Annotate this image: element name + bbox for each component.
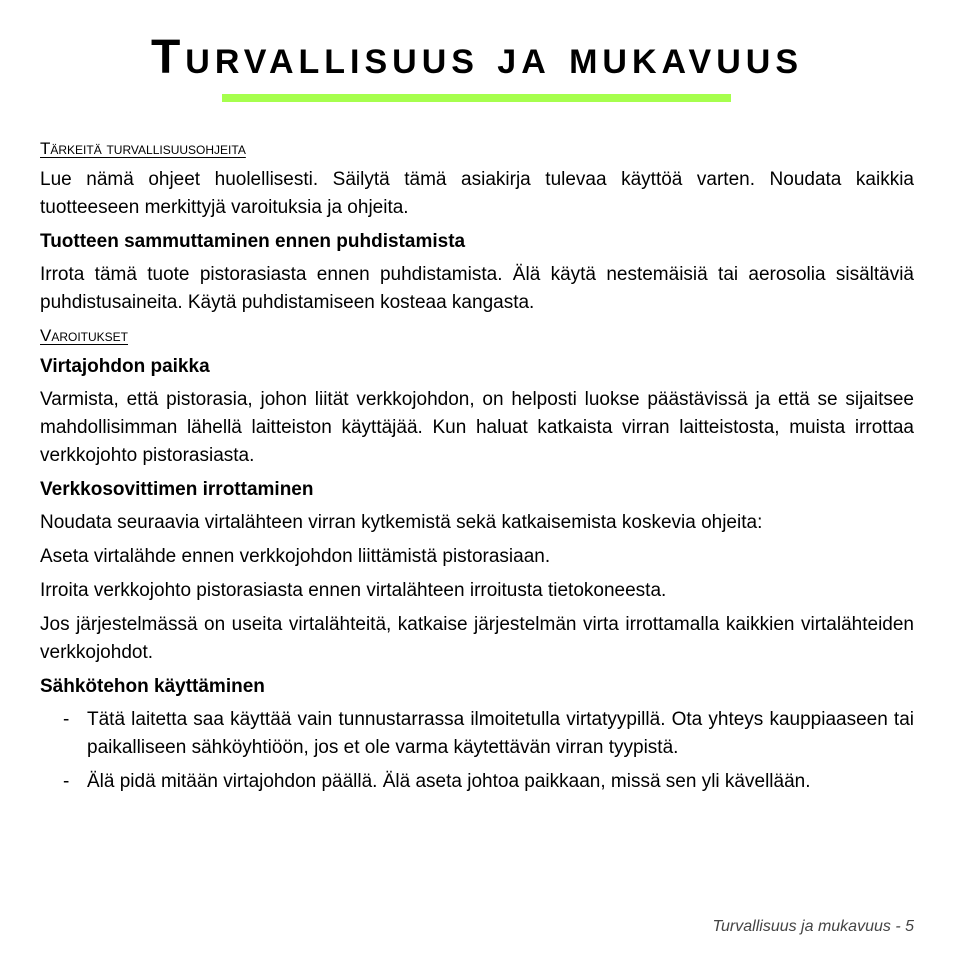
document-body — [40, 136, 914, 802]
paragraph-adapter-disconnect: Irroita verkkojohto pistorasiasta ennen virtalähteen irroitusta tietokoneesta. — [40, 580, 667, 601]
page-footer: Turvallisuus ja mukavuus - 5 — [712, 918, 914, 935]
paragraph-power-cord-location: Varmista, että pistorasia, johon liität verkkojohdon, on helposti luokse päästävissä ja että se sijaitsee mahdollisimman lähellä laitteiston käyttäjää. Kun haluat katkaista virran laitteistosta, muista irrottaa verkkojohto pistorasiasta. — [40, 389, 914, 466]
title-underline-bar — [222, 94, 731, 102]
list-bullet-dash: - — [63, 709, 70, 730]
paragraph-cleaning: Irrota tämä tuote pistorasiasta ennen puhdistamista. Älä käytä nestemäisiä tai aerosolia sisältäviä puhdistusaineita. Käytä puhdistamiseen kosteaa kangasta. — [40, 264, 914, 313]
list-item — [40, 768, 914, 796]
section-intro-safety: Lue nämä ohjeet huolellisesti. Säilytä tämä asiakirja tulevaa käyttöä varten. Noudata kaikkia tuotteeseen merkittyjä varoituksia ja ohjeita. — [40, 169, 914, 218]
subheading-power-usage: Sähkötehon käyttäminen — [40, 676, 265, 697]
paragraph-adapter-disconnect: Jos järjestelmässä on useita virtalähteitä, katkaise järjestelmän virta irrottamalla kaikkien virtalähteiden verkkojohdot. — [40, 614, 914, 663]
list-item-text: Tätä laitetta saa käyttää vain tunnustarrassa ilmoitetulla virtatyypillä. Ota yhteys kauppiaaseen tai paikalliseen sähköyhtiöön, jos et ole varma käytettävän virran tyypistä. — [87, 709, 914, 758]
list-bullet-dash: - — [63, 771, 70, 792]
paragraph-adapter-disconnect: Noudata seuraavia virtalähteen virran kytkemistä sekä katkaisemista koskevia ohjeita: — [40, 512, 763, 533]
subheading-power-cord-location: Virtajohdon paikka — [40, 356, 210, 377]
page-title: Turvallisuus ja mukavuus — [150, 31, 804, 84]
paragraph-adapter-disconnect: Aseta virtalähde ennen verkkojohdon liittämistä pistorasiaan. — [40, 546, 551, 567]
list-item — [40, 706, 914, 762]
subheading-adapter-disconnect: Verkkosovittimen irrottaminen — [40, 479, 314, 500]
section-heading-safety: Tärkeitä turvallisuusohjeita — [40, 139, 246, 158]
power-usage-list — [40, 706, 914, 796]
list-item-text: Älä pidä mitään virtajohdon päällä. Älä aseta johtoa paikkaan, missä sen yli kävellään. — [87, 771, 811, 792]
section-heading-warnings: Varoitukset — [40, 326, 129, 345]
subheading-cleaning: Tuotteen sammuttaminen ennen puhdistamista — [40, 231, 466, 252]
